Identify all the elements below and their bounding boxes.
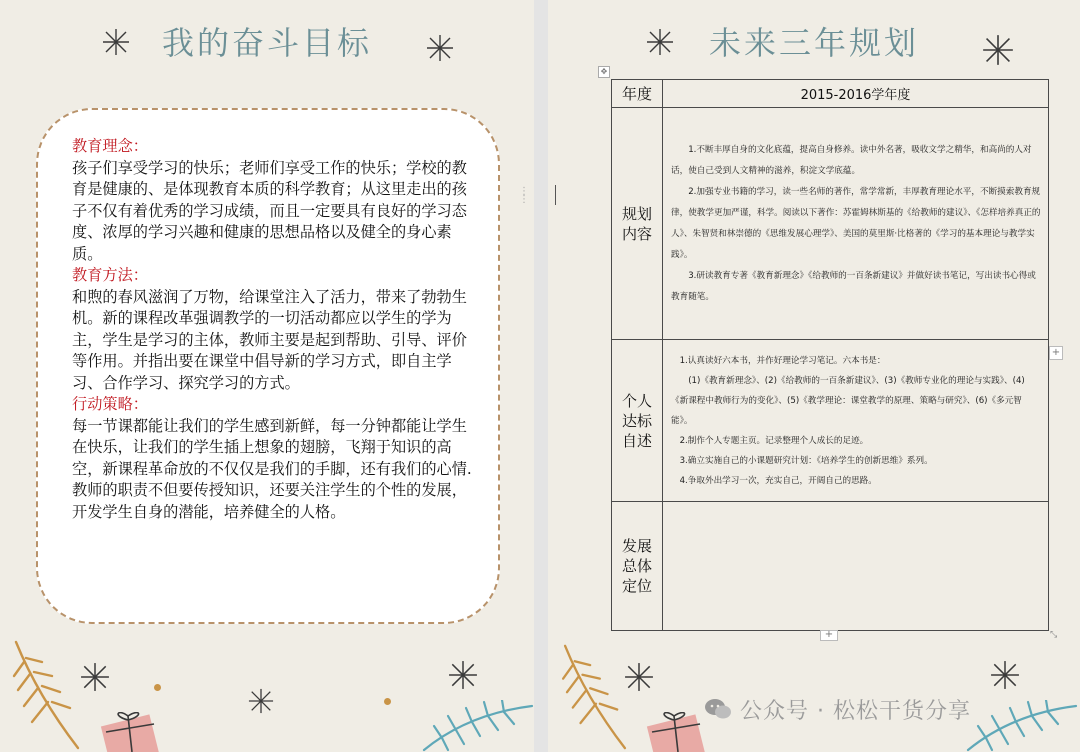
left-page-title: 我的奋斗目标 [161, 24, 372, 62]
personal-label[interactable] [612, 340, 663, 502]
snowflake-icon [646, 28, 674, 56]
text-cursor [555, 185, 556, 205]
snowflake-icon [102, 28, 130, 56]
plan-item: 3.研读教育专著《教育新理念》《给教师的一百条新建议》并做好读书笔记，写出读书心得或教育随笔。 [671, 270, 1036, 302]
personal-content-cell[interactable] [663, 340, 1049, 502]
snowflake-icon [248, 688, 274, 714]
card-text [72, 136, 472, 523]
plan-label-text: 规划内容 [621, 204, 652, 243]
year-value[interactable]: 2015-2016学年度 [663, 80, 1049, 108]
section-heading-method: 教育方法： [72, 266, 148, 284]
fern-decoration [418, 700, 534, 752]
personal-label-text: 个人达标自述 [621, 391, 652, 450]
plan-item: 2.加强专业书籍的学习，读一些名师的著作，常学常新，丰厚教育理论水平，不断摸索教育规律，使教学更加严谨，科学。阅读以下著作：苏霍姆林斯基的《给教师的建议》、《怎样培养真正的人》、朱智贤和林崇德的《思维发展心理学》、美国的莫里斯·比格著的《学习的基本理论与教学实践》。 [671, 186, 1041, 260]
resize-handle-icon[interactable]: ⤡ [1050, 630, 1058, 640]
dot-decoration [154, 684, 161, 691]
snowflake-icon [80, 662, 110, 692]
plan-table [611, 79, 1049, 631]
personal-item: 3.确立实施自己的小课题研究计划：《培养学生的创新思维》系列。 [679, 455, 933, 466]
position-label-text: 发展总体定位 [621, 537, 652, 595]
move-handle-icon[interactable]: ✥ [598, 66, 610, 78]
gift-box-icon [98, 712, 160, 752]
position-label[interactable] [612, 502, 663, 631]
section-body-method: 和煦的春风滋润了万物，给课堂注入了活力，带来了勃勃生机。新的课程改革强调教学的一切活动都应以学生的学为主，学生是学习的主体，教师主要是起到帮助、引导、评价等作用。并指出要在课堂中倡导新的学习方式，即自主学习、合作学习、探究学习的方式。 [72, 287, 467, 392]
page-gutter-grip[interactable]: ⋮ ⋮ [519, 186, 529, 205]
table-row-position [612, 502, 1049, 631]
dot-decoration [384, 698, 391, 705]
personal-item: 2.制作个人专题主页。记录整理个人成长的足迹。 [679, 435, 869, 446]
year-label[interactable]: 年度 [612, 80, 663, 108]
philosophy-card [36, 108, 500, 624]
table-row-personal [612, 340, 1049, 502]
watermark-text: 公众号 · 松松干货分享 [740, 699, 971, 724]
right-page [548, 0, 1080, 752]
snowflake-icon [624, 662, 654, 692]
position-content-cell[interactable] [663, 502, 1049, 631]
plus-icon[interactable]: + [1049, 346, 1063, 360]
branch-decoration [556, 640, 634, 752]
plan-content [664, 140, 1047, 308]
section-body-strategy: 每一节课都能让我们的学生感到新鲜，每一分钟都能让学生在快乐，让我们的学生插上想象的翅膀，飞翔于知识的高空，新课程革命放的不仅仅是我们的手脚，还有我们的心情.教师的职责不但要传授知识，还要关注学生的个性的发展，开发学生自身的潜能，培养健全的人格。 [72, 416, 472, 521]
personal-item: 1.认真读好六本书，并作好理论学习笔记。六本书是： [679, 355, 886, 366]
personal-content [664, 351, 1047, 491]
gift-box-icon [644, 712, 706, 752]
plus-icon[interactable]: + [820, 630, 838, 641]
section-heading-philosophy: 教育理念： [72, 137, 148, 155]
table-row-plan [612, 108, 1049, 340]
wechat-icon [704, 697, 732, 721]
plan-item: 1.不断丰厚自身的文化底蕴，提高自身修养。读中外名著，吸收文学之精华，和高尚的人对话，使自己受到人文精神的滋养，积淀文学底蕴。 [671, 144, 1032, 176]
snowflake-icon [990, 660, 1020, 690]
left-page [0, 0, 534, 752]
right-page-title: 未来三年规划 [708, 24, 919, 62]
snowflake-icon [448, 660, 478, 690]
branch-decoration [8, 636, 86, 752]
fern-decoration [962, 700, 1078, 752]
section-heading-strategy: 行动策略： [72, 395, 148, 413]
table-row-year [612, 80, 1049, 108]
plan-label[interactable] [612, 108, 663, 340]
plan-content-cell[interactable] [663, 108, 1049, 340]
snowflake-icon [426, 34, 454, 62]
personal-item: 4.争取外出学习一次，充实自己，开阔自己的思路。 [679, 475, 877, 486]
personal-item: (1)《教育新理念》、(2)《给教师的一百条新建议》、(3)《教师专业化的理论与实践》、(4)《新课程中教师行为的变化》、(5)《教学理论：课堂教学的原理、策略与研究》、(6)《多元智能》。 [671, 375, 1025, 426]
snowflake-icon [982, 34, 1014, 66]
section-body-philosophy: 孩子们享受学习的快乐；老师们享受工作的快乐；学校的教育是健康的、是体现教育本质的科学教育；从这里走出的孩子不仅有着优秀的学习成绩，而且一定要具有良好的学习态度、浓厚的学习兴趣和健康的思想品格以及健全的身心素质。 [72, 158, 467, 263]
